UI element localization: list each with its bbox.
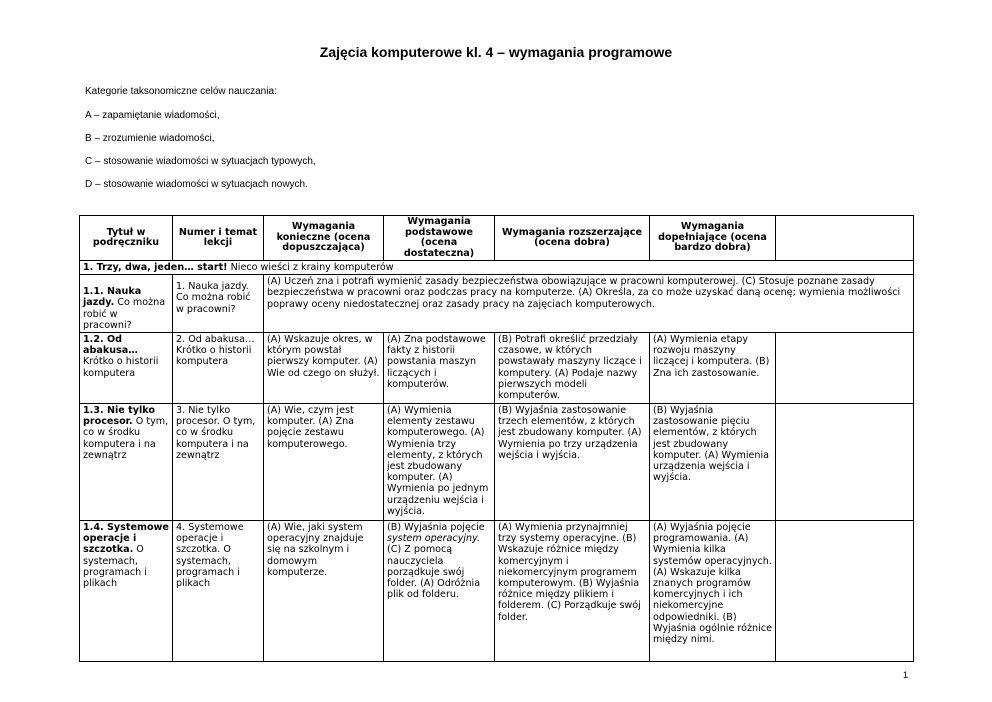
row-basic: (A) Zna podstawowe fakty z historii powstania maszyn liczących i komputerów. — [384, 333, 495, 404]
table-row — [80, 275, 914, 333]
section-title-rest: Nieco wieści z krainy komputerów — [227, 262, 394, 273]
header-basic: Wymagania podstawowe (ocena dostateczna) — [384, 216, 495, 261]
page-title: Zajęcia komputerowe kl. 4 – wymagania programowe — [319, 44, 673, 60]
row-title-bold: 1.1. Nauka jazdy. — [83, 286, 142, 309]
table-row — [80, 521, 914, 662]
intro-item-b: B – zrozumienie wiadomości, — [85, 133, 215, 144]
intro-heading: Kategorie taksonomiczne celów nauczania: — [85, 86, 277, 97]
header-extended: Wymagania rozszerzające (ocena dobra) — [495, 216, 650, 261]
row-title — [80, 521, 173, 662]
header-lesson: Numer i temat lekcji — [173, 216, 264, 261]
row-necessary: (A) Wie, czym jest komputer. (A) Zna pojęcie zestawu komputerowego. — [264, 404, 384, 521]
row-title-bold: 1.4. Systemowe operacje i szczotka. — [83, 522, 169, 556]
row-title-bold: 1.2. Od abakusa… — [83, 334, 138, 357]
intro-item-d: D – stosowanie wiadomości w sytuacjach nowych. — [85, 179, 308, 190]
row-basic-pre: (B) Wyjaśnia pojęcie — [387, 522, 485, 534]
row-lesson: 2. Od abakusa… Krótko o historii komputera — [173, 333, 264, 404]
row-title-bold: 1.3. Nie tylko procesor. — [83, 405, 155, 428]
row-title — [80, 333, 173, 404]
row-necessary: (A) Wie, jaki system operacyjny znajduje się na szkolnym i domowym komputerze. — [264, 521, 384, 662]
row-title — [80, 275, 173, 333]
intro-item-a: A – zapamiętanie wiadomości, — [85, 110, 220, 121]
table-row — [80, 404, 914, 521]
row-empty — [776, 404, 914, 521]
table-row — [80, 333, 914, 404]
row-title — [80, 404, 173, 521]
header-necessary: Wymagania konieczne (ocena dopuszczająca) — [264, 216, 384, 261]
header-title: Tytuł w podręczniku — [80, 216, 173, 261]
row-basic-term: system operacyjny. — [387, 533, 481, 545]
section-row — [80, 261, 914, 275]
row-title-rest: O systemach, programach i plikach — [83, 544, 147, 590]
header-row — [80, 216, 914, 261]
row-complementary: (A) Wymienia etapy rozwoju maszyny liczącej i komputera. (B) Zna ich zastosowanie. — [650, 333, 776, 404]
row-merged-requirements: (A) Uczeń zna i potrafi wymienić zasady bezpieczeństwa obowiązujące w pracowni komputerowej. (C) Stosuje poznane zasady bezpieczeństwa w pracowni oraz podczas pracy na komputerze. (A) Określa, za co może uzyskać daną ocenę; wymienia możliwości poprawy oceny niedostatecznej oraz zasady pracy na zajęciach komputerowych. — [264, 275, 914, 333]
requirements-table — [79, 215, 914, 662]
row-title-rest: Co można robić w pracowni? — [83, 297, 166, 331]
header-complementary: Wymagania dopełniające (ocena bardzo dobra) — [650, 216, 776, 261]
row-basic-post: (C) Z pomocą nauczyciela porządkuje swój folder. (A) Odróżnia plik od folderu. — [387, 544, 481, 601]
row-title-rest: O tym, co w środku komputera i na zewnątrz — [83, 416, 169, 461]
section-title — [80, 261, 914, 275]
row-extended: (A) Wymienia przynajmniej trzy systemy operacyjne. (B) Wskazuje różnice między komercyjnym i niekomercyjnym programem komputerowym. (B) Wyjaśnia różnice między plikiem i folderem. (C) Porządkuje swój folder. — [495, 521, 650, 662]
row-lesson: 4. Systemowe operacje i szczotka. O systemach, programach i plikach — [173, 521, 264, 662]
row-basic — [384, 521, 495, 662]
row-empty — [776, 521, 914, 662]
row-complementary: (A) Wyjaśnia pojęcie programowania. (A) Wymienia kilka systemów operacyjnych. (A) Wskazuje kilka znanych programów komercyjnych i ich niekomercyjne odpowiedniki. (B) Wyjaśnia ogólnie różnice między nimi. — [650, 521, 776, 662]
row-empty — [776, 333, 914, 404]
row-necessary: (A) Wskazuje okres, w którym powstał pierwszy komputer. (A) Wie od czego on służył. — [264, 333, 384, 404]
row-lesson: 1. Nauka jazdy. Co można robić w pracowni? — [173, 275, 264, 333]
row-extended: (B) Wyjaśnia zastosowanie trzech elementów, z których jest zbudowany komputer. (A) Wymienia po trzy urządzenia wejścia i wyjścia. — [495, 404, 650, 521]
section-title-bold: 1. Trzy, dwa, jeden… start! — [83, 262, 228, 273]
page-number: 1 — [902, 670, 908, 680]
row-basic: (A) Wymienia elementy zestawu komputerowego. (A) Wymienia trzy elementy, z których jest zbudowany komputer. (A) Wymienia po jednym urządzeniu wejścia i wyjścia. — [384, 404, 495, 521]
row-lesson: 3. Nie tylko procesor. O tym, co w środku komputera i na zewnątrz — [173, 404, 264, 521]
row-title-rest: Krótko o historii komputera — [83, 356, 159, 379]
row-extended: (B) Potrafi określić przedziały czasowe, w których powstawały maszyny liczące i komputery. (A) Podaje nazwy pierwszych modeli komputerów. — [495, 333, 650, 404]
intro-item-c: C – stosowanie wiadomości w sytuacjach typowych, — [85, 156, 316, 167]
header-empty — [776, 216, 914, 261]
row-complementary: (B) Wyjaśnia zastosowanie pięciu elementów, z których jest zbudowany komputer. (A) Wymienia urządzenia wejścia i wyjścia. — [650, 404, 776, 521]
